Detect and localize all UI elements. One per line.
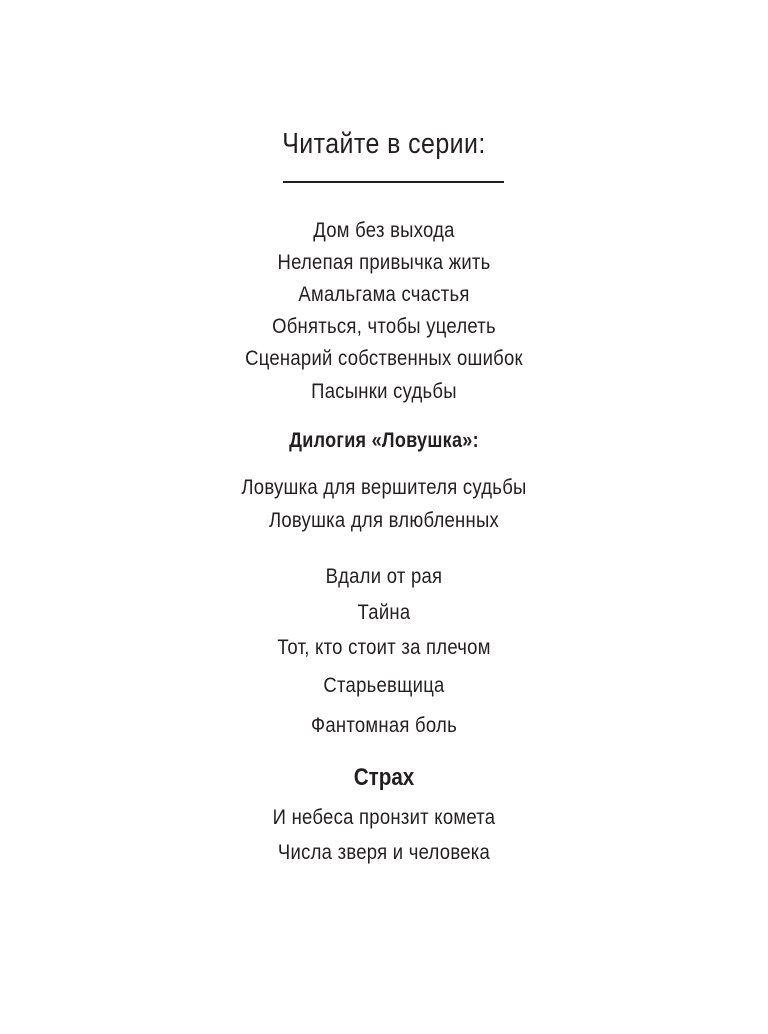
book-title: Тот, кто стоит за плечом <box>277 636 491 659</box>
book-title: Дом без выхода <box>313 219 455 242</box>
book-title: Тайна <box>357 601 411 624</box>
book-title: Старьевщица <box>323 674 445 697</box>
book-title: Числа зверя и человека <box>277 841 491 864</box>
heading-underline <box>283 181 504 183</box>
book-title: Вдали от рая <box>325 565 443 588</box>
book-title: Обняться, чтобы уцелеть <box>272 315 496 338</box>
book-title: Амальгама счастья <box>298 283 470 306</box>
page-heading: Читайте в серии: <box>282 128 486 160</box>
book-title: Пасынки судьбы <box>311 380 457 403</box>
book-title: И небеса пронзит комета <box>272 806 496 829</box>
book-title: Фантомная боль <box>311 714 457 737</box>
book-title: Сценарий собственных ошибок <box>245 347 523 370</box>
strakh-heading: Страх <box>353 764 415 791</box>
book-title: Ловушка для влюбленных <box>268 509 500 532</box>
book-title: Нелепая привычка жить <box>277 251 491 274</box>
dilogy-heading: Дилогия «Ловушка»: <box>289 429 479 452</box>
book-title: Ловушка для вершителя судьбы <box>241 476 527 499</box>
